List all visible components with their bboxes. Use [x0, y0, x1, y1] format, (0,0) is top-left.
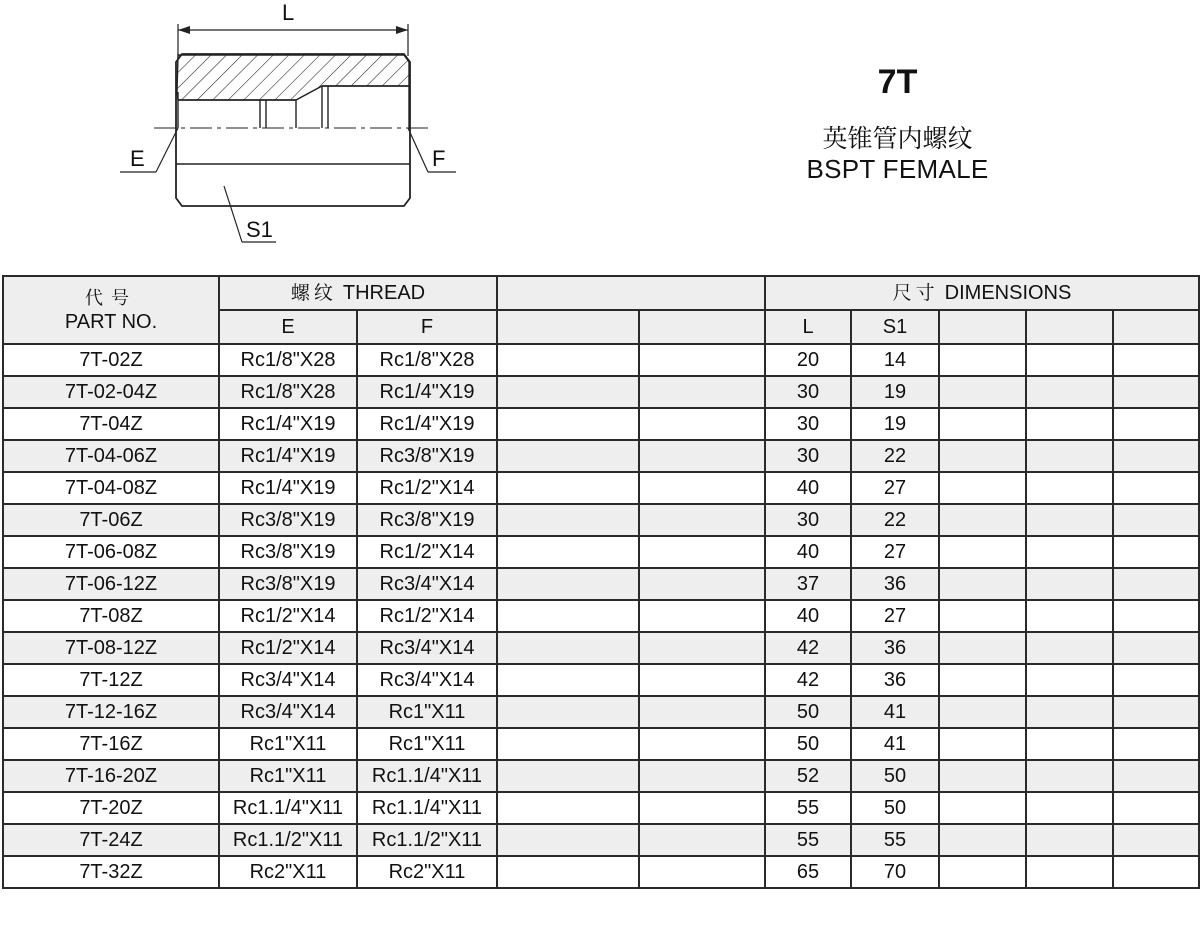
part-no-cell: 7T-04-06Z — [3, 440, 219, 472]
blank-cell — [639, 344, 765, 376]
blank-cell — [1026, 536, 1113, 568]
header-blank-2 — [497, 310, 639, 344]
header-row-1 — [3, 276, 1199, 310]
thread-F-cell: Rc1/2"X14 — [357, 600, 497, 632]
header-F: F — [357, 310, 497, 344]
dim-S1-cell: 14 — [851, 344, 939, 376]
dim-L-cell: 30 — [765, 504, 851, 536]
blank-cell — [1026, 760, 1113, 792]
blank-cell — [639, 824, 765, 856]
part-no-cell: 7T-06-08Z — [3, 536, 219, 568]
thread-F-cell: Rc1.1/4"X11 — [357, 792, 497, 824]
table-row — [3, 344, 1199, 376]
dim-L-cell: 65 — [765, 856, 851, 888]
header-thread-cn: 螺纹 — [290, 282, 337, 304]
thread-F-cell: Rc1/4"X19 — [357, 376, 497, 408]
blank-cell — [1113, 792, 1199, 824]
blank-cell — [939, 472, 1026, 504]
table-row — [3, 568, 1199, 600]
table-row — [3, 472, 1199, 504]
blank-cell — [939, 536, 1026, 568]
table-row — [3, 504, 1199, 536]
header-L: L — [765, 310, 851, 344]
blank-cell — [1113, 472, 1199, 504]
thread-E-cell: Rc1"X11 — [219, 728, 357, 760]
thread-F-cell: Rc3/8"X19 — [357, 504, 497, 536]
thread-E-cell: Rc2"X11 — [219, 856, 357, 888]
header-part-no-cn: 代号 — [85, 287, 137, 309]
blank-cell — [1113, 856, 1199, 888]
length-dimension — [178, 0, 408, 56]
table-row — [3, 536, 1199, 568]
blank-cell — [497, 696, 639, 728]
blank-cell — [497, 760, 639, 792]
dim-S1-cell: 22 — [851, 440, 939, 472]
blank-cell — [1113, 696, 1199, 728]
blank-cell — [1026, 664, 1113, 696]
table-row — [3, 792, 1199, 824]
blank-cell — [639, 632, 765, 664]
blank-cell — [939, 440, 1026, 472]
blank-cell — [1026, 728, 1113, 760]
header-blank-5 — [1026, 310, 1113, 344]
dim-S1-cell: 36 — [851, 664, 939, 696]
blank-cell — [939, 344, 1026, 376]
thread-E-cell: Rc1/4"X19 — [219, 440, 357, 472]
blank-cell — [939, 664, 1026, 696]
blank-cell — [497, 440, 639, 472]
blank-cell — [639, 760, 765, 792]
title-chinese: 英锥管内螺纹 — [822, 124, 973, 153]
dim-L-cell: 37 — [765, 568, 851, 600]
header-blank-4 — [939, 310, 1026, 344]
blank-cell — [639, 536, 765, 568]
dim-S1-cell: 27 — [851, 472, 939, 504]
blank-cell — [939, 728, 1026, 760]
part-no-cell: 7T-08-12Z — [3, 632, 219, 664]
blank-cell — [1026, 792, 1113, 824]
blank-cell — [497, 408, 639, 440]
table-row — [3, 408, 1199, 440]
blank-cell — [939, 760, 1026, 792]
blank-cell — [639, 696, 765, 728]
blank-cell — [939, 568, 1026, 600]
blank-cell — [1026, 472, 1113, 504]
spec-table — [2, 275, 1200, 889]
blank-cell — [1113, 760, 1199, 792]
dim-S1-cell: 27 — [851, 600, 939, 632]
table-row — [3, 856, 1199, 888]
header-dimensions — [765, 276, 1199, 310]
blank-cell — [639, 568, 765, 600]
dim-L-cell: 20 — [765, 344, 851, 376]
blank-cell — [497, 856, 639, 888]
dim-L-cell: 50 — [765, 696, 851, 728]
series-code: 7T — [877, 63, 918, 101]
dim-L-cell: 40 — [765, 472, 851, 504]
blank-cell — [497, 376, 639, 408]
blank-cell — [639, 664, 765, 696]
blank-cell — [1026, 504, 1113, 536]
table-row — [3, 600, 1199, 632]
table-row — [3, 632, 1199, 664]
thread-F-cell: Rc3/4"X14 — [357, 632, 497, 664]
blank-cell — [1113, 536, 1199, 568]
blank-cell — [1026, 568, 1113, 600]
blank-cell — [1113, 504, 1199, 536]
dim-S1-cell: 50 — [851, 760, 939, 792]
header-dimensions-en: DIMENSIONS — [944, 282, 1072, 304]
thread-E-cell: Rc1/8"X28 — [219, 376, 357, 408]
thread-F-cell: Rc1.1/4"X11 — [357, 760, 497, 792]
part-no-cell: 7T-02Z — [3, 344, 219, 376]
thread-E-cell: Rc1.1/2"X11 — [219, 824, 357, 856]
label-E: E — [130, 146, 145, 171]
dim-S1-cell: 19 — [851, 408, 939, 440]
dim-S1-cell: 22 — [851, 504, 939, 536]
blank-cell — [1113, 728, 1199, 760]
dim-L-cell: 50 — [765, 728, 851, 760]
dim-L-cell: 42 — [765, 664, 851, 696]
thread-F-cell: Rc1/2"X14 — [357, 472, 497, 504]
blank-cell — [1113, 376, 1199, 408]
table-row — [3, 696, 1199, 728]
blank-cell — [1113, 440, 1199, 472]
dim-L-cell: 55 — [765, 792, 851, 824]
title-block — [700, 60, 1095, 184]
blank-cell — [1113, 664, 1199, 696]
blank-cell — [1113, 568, 1199, 600]
dim-L-cell: 40 — [765, 536, 851, 568]
thread-E-cell: Rc1/8"X28 — [219, 344, 357, 376]
blank-cell — [497, 344, 639, 376]
blank-cell — [1113, 824, 1199, 856]
fitting-drawing — [110, 0, 470, 250]
blank-cell — [1113, 632, 1199, 664]
dim-S1-cell: 55 — [851, 824, 939, 856]
dim-S1-cell: 41 — [851, 696, 939, 728]
blank-cell — [497, 792, 639, 824]
blank-cell — [639, 504, 765, 536]
table-row — [3, 760, 1199, 792]
header-part-no — [3, 276, 219, 344]
blank-cell — [1026, 440, 1113, 472]
blank-cell — [497, 632, 639, 664]
blank-cell — [1026, 376, 1113, 408]
dim-L-cell: 52 — [765, 760, 851, 792]
blank-cell — [497, 600, 639, 632]
table-row — [3, 728, 1199, 760]
blank-cell — [639, 856, 765, 888]
header-E: E — [219, 310, 357, 344]
part-no-cell: 7T-06Z — [3, 504, 219, 536]
blank-cell — [1113, 600, 1199, 632]
dim-S1-cell: 36 — [851, 632, 939, 664]
blank-cell — [639, 792, 765, 824]
table-row — [3, 440, 1199, 472]
table-row — [3, 664, 1199, 696]
thread-F-cell: Rc1/4"X19 — [357, 408, 497, 440]
part-no-cell: 7T-08Z — [3, 600, 219, 632]
dim-L-cell: 40 — [765, 600, 851, 632]
thread-E-cell: Rc3/8"X19 — [219, 568, 357, 600]
blank-cell — [939, 856, 1026, 888]
blank-cell — [639, 440, 765, 472]
part-no-cell: 7T-32Z — [3, 856, 219, 888]
blank-cell — [497, 504, 639, 536]
blank-cell — [639, 728, 765, 760]
thread-E-cell: Rc3/4"X14 — [219, 696, 357, 728]
blank-cell — [639, 600, 765, 632]
dim-L-cell: 30 — [765, 440, 851, 472]
part-no-cell: 7T-02-04Z — [3, 376, 219, 408]
header-thread-en: THREAD — [342, 282, 426, 304]
thread-E-cell: Rc1/4"X19 — [219, 472, 357, 504]
blank-cell — [639, 408, 765, 440]
part-no-cell: 7T-20Z — [3, 792, 219, 824]
part-no-cell: 7T-24Z — [3, 824, 219, 856]
blank-cell — [939, 504, 1026, 536]
header-blank-6 — [1113, 310, 1199, 344]
label-L: L — [282, 0, 295, 25]
thread-F-cell: Rc1.1/2"X11 — [357, 824, 497, 856]
blank-cell — [497, 472, 639, 504]
blank-cell — [1026, 408, 1113, 440]
dim-S1-cell: 36 — [851, 568, 939, 600]
blank-cell — [497, 728, 639, 760]
fitting-cross-section — [110, 0, 470, 250]
blank-cell — [1026, 600, 1113, 632]
part-no-cell: 7T-12-16Z — [3, 696, 219, 728]
header-thread — [219, 276, 497, 310]
blank-cell — [1026, 696, 1113, 728]
blank-cell — [497, 664, 639, 696]
thread-F-cell: Rc3/4"X14 — [357, 664, 497, 696]
label-S1: S1 — [246, 217, 273, 242]
thread-F-cell: Rc3/8"X19 — [357, 440, 497, 472]
blank-cell — [639, 376, 765, 408]
part-no-cell: 7T-16Z — [3, 728, 219, 760]
header-S1: S1 — [851, 310, 939, 344]
blank-cell — [1026, 632, 1113, 664]
blank-cell — [497, 536, 639, 568]
dim-L-cell: 42 — [765, 632, 851, 664]
blank-cell — [939, 792, 1026, 824]
thread-F-cell: Rc1"X11 — [357, 696, 497, 728]
part-no-cell: 7T-16-20Z — [3, 760, 219, 792]
blank-cell — [1026, 344, 1113, 376]
thread-E-cell: Rc1/2"X14 — [219, 632, 357, 664]
part-no-cell: 7T-06-12Z — [3, 568, 219, 600]
dim-S1-cell: 41 — [851, 728, 939, 760]
thread-E-cell: Rc1.1/4"X11 — [219, 792, 357, 824]
blank-cell — [1026, 824, 1113, 856]
blank-cell — [939, 408, 1026, 440]
label-F: F — [432, 146, 446, 171]
blank-cell — [939, 376, 1026, 408]
header-part-no-en: PART NO. — [64, 310, 158, 333]
blank-cell — [939, 600, 1026, 632]
thread-E-cell: Rc1"X11 — [219, 760, 357, 792]
blank-cell — [939, 632, 1026, 664]
blank-cell — [939, 824, 1026, 856]
header-blank-3 — [639, 310, 765, 344]
thread-F-cell: Rc1/8"X28 — [357, 344, 497, 376]
thread-E-cell: Rc3/4"X14 — [219, 664, 357, 696]
part-no-cell: 7T-12Z — [3, 664, 219, 696]
table-row — [3, 376, 1199, 408]
thread-E-cell: Rc3/8"X19 — [219, 536, 357, 568]
E-leader — [120, 128, 178, 172]
header-blank-1 — [497, 276, 765, 310]
dim-S1-cell: 70 — [851, 856, 939, 888]
dim-S1-cell: 27 — [851, 536, 939, 568]
dim-L-cell: 55 — [765, 824, 851, 856]
dim-S1-cell: 50 — [851, 792, 939, 824]
thread-F-cell: Rc2"X11 — [357, 856, 497, 888]
header-dimensions-cn: 尺寸 — [892, 282, 939, 304]
thread-F-cell: Rc3/4"X14 — [357, 568, 497, 600]
blank-cell — [497, 568, 639, 600]
thread-F-cell: Rc1"X11 — [357, 728, 497, 760]
table-row — [3, 824, 1199, 856]
part-no-cell: 7T-04Z — [3, 408, 219, 440]
part-no-cell: 7T-04-08Z — [3, 472, 219, 504]
title-english: BSPT FEMALE — [806, 154, 989, 184]
dim-L-cell: 30 — [765, 408, 851, 440]
dim-S1-cell: 19 — [851, 376, 939, 408]
thread-E-cell: Rc1/4"X19 — [219, 408, 357, 440]
blank-cell — [1026, 856, 1113, 888]
thread-E-cell: Rc1/2"X14 — [219, 600, 357, 632]
blank-cell — [1113, 408, 1199, 440]
thread-E-cell: Rc3/8"X19 — [219, 504, 357, 536]
blank-cell — [639, 472, 765, 504]
blank-cell — [939, 696, 1026, 728]
blank-cell — [497, 824, 639, 856]
thread-F-cell: Rc1/2"X14 — [357, 536, 497, 568]
dim-L-cell: 30 — [765, 376, 851, 408]
blank-cell — [1113, 344, 1199, 376]
